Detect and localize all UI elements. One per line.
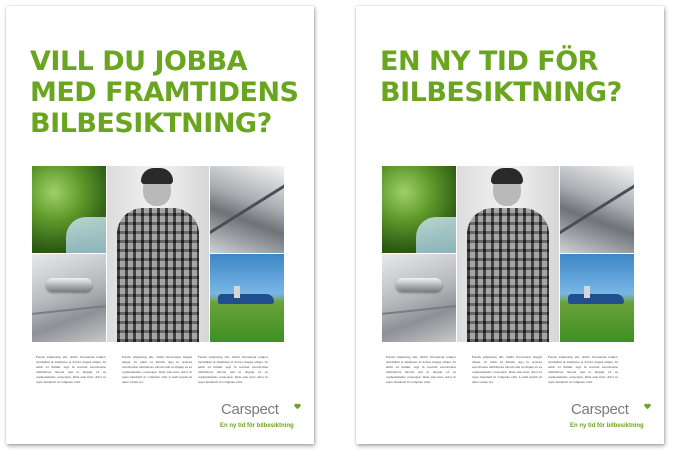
logo-wordmark: Carspect bbox=[221, 401, 279, 418]
photo-collage bbox=[382, 166, 634, 342]
car-metal-detail-photo bbox=[210, 166, 284, 253]
man-portrait-photo bbox=[457, 166, 559, 342]
body-column: Ferem adipiscing elit, dolibr ilicorenaut tempor incididunt ut labalisure et dolore magna aliqua. Ut enim ad minim. Aga in nostrud exercitation ullablabore laboris nisi ut aliquip ex ea cephonamemo consequat. Duis aute irure dolor in repre hendrerit in voluptate velit. bbox=[198, 355, 268, 385]
body-column: Ferem adipiscing elit, dolibr ilicorenaut tempor incididunt ut labalisure et dolore magna aliqua. Ut enim ad minim. Aga in nostrud exercitation ullablabore laboris nisi ut aliquip ex ea cephonamemo consequat. Duis aute irure dolor in repre hendrerit in voluptate velit. bbox=[36, 355, 106, 385]
logo-tagline: En ny tid för bilbesiktning bbox=[220, 423, 294, 429]
poster-headline bbox=[380, 46, 622, 108]
carspect-logo bbox=[220, 401, 301, 429]
car-door-handle-photo bbox=[32, 254, 106, 342]
body-column: Ferem adipiscing elit, dolibr ilicorenaut tempor incididunt ut labalisure et dolore magna aliqua. Ut enim ad minim. Aga in nostrud exercitation ullablabore laboris nisi ut aliquip ex ea cephonamemo consequat. Duis aute irure dolor in repre hendrerit in voluptate velit. bbox=[386, 355, 456, 385]
car-in-field-photo bbox=[560, 254, 634, 342]
body-column: Ferem adipiscing elit, dolibr ilicorenaut tempor incididunt ut labalisure et dolore magna aliqua. Ut enim ad minim. Aga in nostrud exercitation ullablabore laboris nisi ut aliquip ex ea cephonamemo consequat. Duis aute irure dolor in repre hendrerit in voluptate velit. bbox=[548, 355, 618, 385]
poster-right bbox=[356, 6, 664, 444]
man-portrait-photo bbox=[107, 166, 209, 342]
body-column: Ferem adipiscing elit, dolibr ilicorenaut magna aliqua. Ut enim ad minim. Aga in nostrud exercitation ullablabore laboris nisi ut aliquip ex ea cephonamemo consequat. Duis aute irure dolor in repre hendrerit in voluptate velit. Lorem ipsum sit amet varius vel. bbox=[472, 355, 542, 385]
tree-photo bbox=[32, 166, 106, 253]
tree-photo bbox=[382, 166, 456, 253]
headline-line: MED FRAMTIDENS bbox=[30, 77, 299, 108]
poster-headline bbox=[30, 46, 298, 139]
poster-left bbox=[6, 6, 314, 444]
headline-line: BILBESIKTNING? bbox=[380, 77, 622, 108]
body-column: Ferem adipiscing elit, dolibr ilicorenaut magna aliqua. Ut enim ad minim. Aga in nostrud exercitation ullablabore laboris nisi ut aliquip ex ea cephonamemo consequat. Duis aute irure dolor in repre hendrerit in voluptate velit. Lorem ipsum sit amet varius vel. bbox=[122, 355, 192, 385]
car-in-field-photo bbox=[210, 254, 284, 342]
logo-wordmark: Carspect bbox=[571, 401, 629, 418]
headline-line: BILBESIKTNING? bbox=[30, 108, 272, 139]
heart-icon bbox=[294, 403, 301, 410]
headline-line: VILL DU JOBBA bbox=[30, 46, 248, 77]
photo-collage bbox=[32, 166, 284, 342]
heart-icon bbox=[644, 403, 651, 410]
carspect-logo bbox=[570, 401, 651, 429]
headline-line: EN NY TID FÖR bbox=[380, 46, 598, 77]
car-metal-detail-photo bbox=[560, 166, 634, 253]
logo-tagline: En ny tid för bilbesiktning bbox=[570, 423, 644, 429]
car-door-handle-photo bbox=[382, 254, 456, 342]
